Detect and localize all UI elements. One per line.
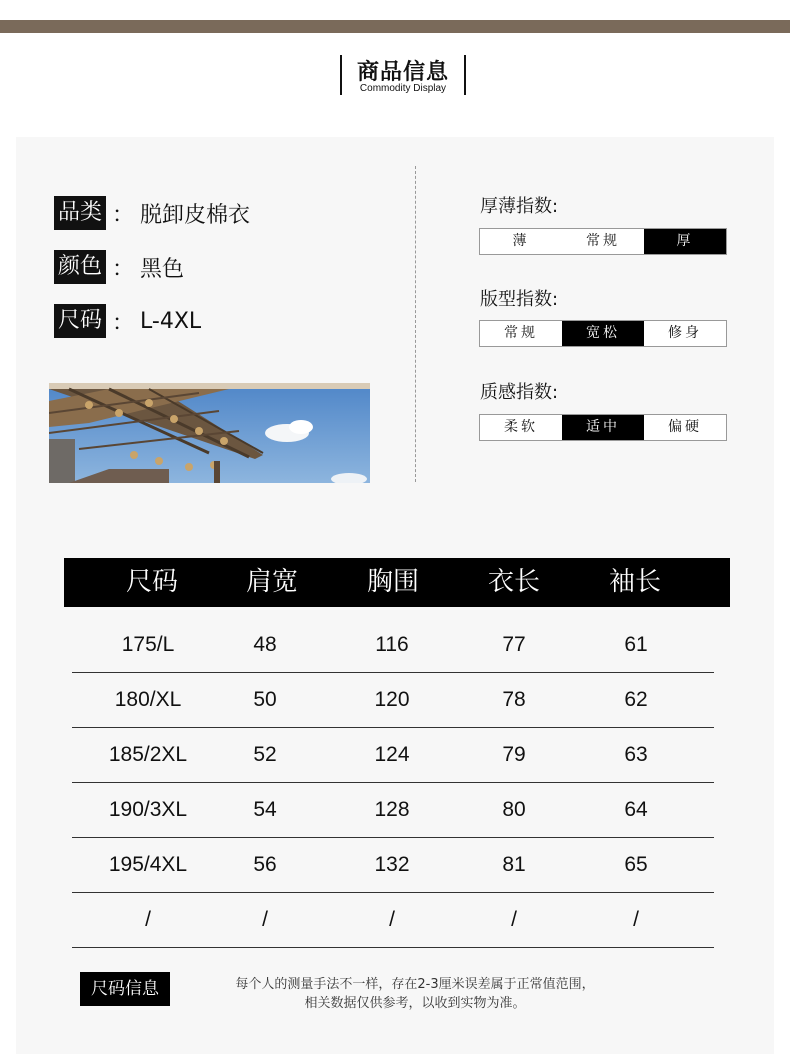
fit-index-label: 版型指数:: [480, 289, 559, 310]
index-option: 常规: [586, 233, 620, 249]
attribute-separator: ：: [112, 310, 135, 336]
index-option-selected: 宽松: [562, 321, 644, 346]
section-subtitle: Commodity Display: [359, 83, 447, 94]
cell-chest: /: [389, 908, 395, 931]
cell-size: /: [145, 908, 151, 931]
attribute-separator: ：: [112, 256, 135, 282]
size-table-header: [64, 558, 730, 607]
thickness-index-scale: [479, 228, 727, 255]
cell-length: /: [511, 908, 517, 931]
index-option: 修身: [668, 325, 702, 341]
table-row: [72, 782, 714, 838]
cell-sleeve: 62: [624, 688, 648, 711]
cell-shoulder: 48: [253, 633, 277, 656]
cell-sleeve: /: [633, 908, 639, 931]
column-header-length: 衣长: [487, 567, 540, 597]
cell-size: 195/4XL: [108, 853, 188, 876]
top-accent-bar: [0, 20, 790, 33]
cell-shoulder: 56: [253, 853, 277, 876]
column-header-chest: 胸围: [366, 567, 419, 597]
section-heading: [340, 55, 466, 95]
product-photo: [49, 383, 370, 483]
attribute-size: [54, 304, 201, 338]
attribute-key: 颜色: [54, 250, 106, 284]
attribute-color: [54, 250, 184, 284]
cell-sleeve: 64: [624, 798, 648, 821]
table-row: [72, 727, 714, 783]
pergola-scene-image: [49, 383, 370, 483]
column-header-sleeve: 袖长: [608, 567, 661, 597]
attribute-key: 品类: [54, 196, 106, 230]
index-option: 柔软: [504, 419, 538, 435]
cell-shoulder: /: [262, 908, 268, 931]
disclaimer-line: 相关数据仅供参考，以收到实物为准。: [304, 996, 526, 1011]
column-header-size: 尺码: [125, 567, 178, 597]
size-info-label: 尺码信息: [80, 972, 170, 1006]
table-row: [72, 672, 714, 728]
cell-size: 180/XL: [114, 688, 182, 711]
cell-shoulder: 50: [253, 688, 277, 711]
index-option-selected: 厚: [644, 229, 726, 254]
cell-shoulder: 52: [253, 743, 277, 766]
section-title: 商品信息: [356, 60, 449, 85]
cell-sleeve: 63: [624, 743, 648, 766]
attribute-value: 黑色: [140, 256, 185, 282]
attribute-category: [54, 196, 250, 230]
cell-shoulder: 54: [253, 798, 277, 821]
cell-length: 79: [502, 743, 526, 766]
cell-chest: 116: [375, 633, 409, 656]
cell-chest: 128: [374, 798, 410, 821]
cell-size: 175/L: [121, 633, 175, 656]
index-option: 常规: [504, 325, 538, 341]
cell-size: 185/2XL: [108, 743, 188, 766]
attribute-key: 尺码: [54, 304, 106, 338]
fit-index-scale: [479, 320, 727, 347]
attribute-value: 脱卸皮棉衣: [140, 202, 251, 228]
thickness-index-label: 厚薄指数:: [480, 196, 559, 217]
table-row: [72, 892, 714, 948]
cell-size: 190/3XL: [108, 798, 188, 821]
cell-length: 78: [502, 688, 526, 711]
cell-chest: 124: [374, 743, 410, 766]
table-row: [72, 617, 714, 673]
cell-length: 80: [502, 798, 526, 821]
cell-chest: 132: [374, 853, 410, 876]
index-option-selected: 适中: [562, 415, 644, 440]
column-header-shoulder: 肩宽: [245, 567, 298, 597]
disclaimer-line: 每个人的测量手法不一样，存在2-3厘米误差属于正常值范围，: [235, 977, 595, 992]
cell-sleeve: 61: [624, 633, 648, 656]
cell-length: 77: [502, 633, 526, 656]
attribute-separator: ：: [112, 202, 135, 228]
cell-chest: 120: [374, 688, 410, 711]
size-disclaimer: [190, 975, 640, 1013]
cell-length: 81: [502, 853, 526, 876]
index-option: 偏硬: [668, 419, 702, 435]
texture-index-label: 质感指数:: [480, 382, 559, 403]
heading-right-bar: [464, 55, 466, 95]
attribute-value: L-4XL: [140, 308, 202, 334]
table-row: [72, 837, 714, 893]
index-option: 薄: [512, 233, 530, 249]
cell-sleeve: 65: [624, 853, 648, 876]
vertical-dashed-divider: [415, 166, 416, 482]
texture-index-scale: [479, 414, 727, 441]
